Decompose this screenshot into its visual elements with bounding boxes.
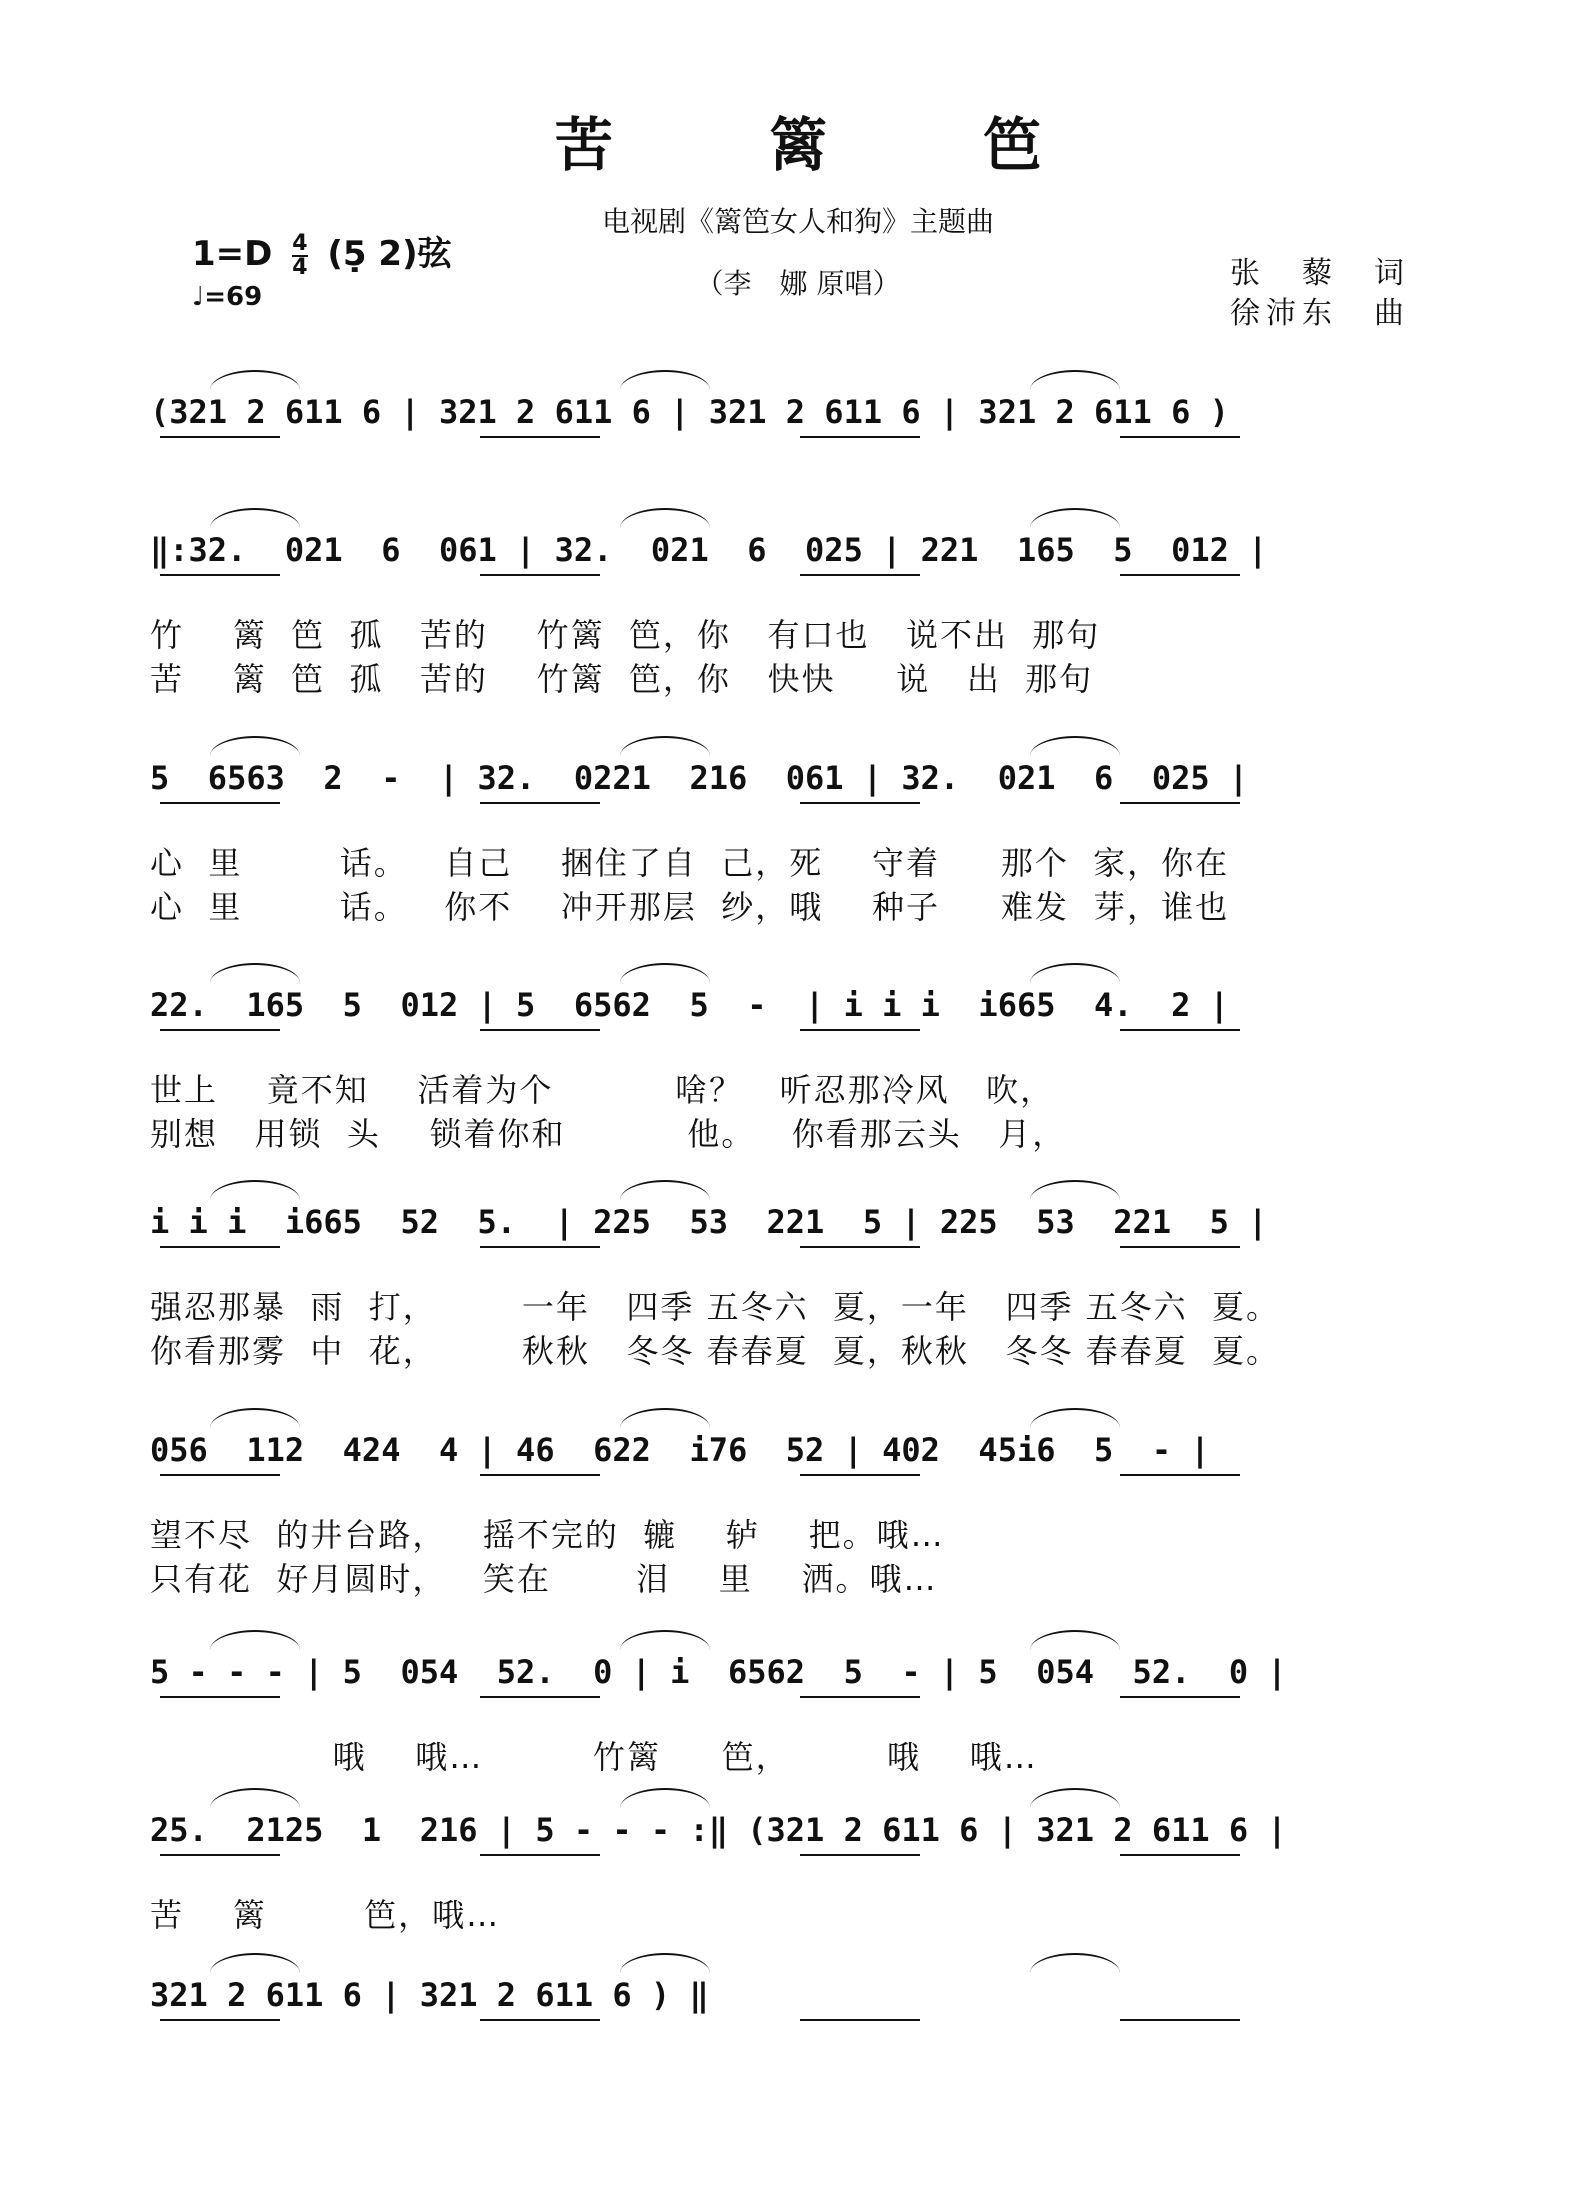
tempo-marking: ♩=69 — [192, 282, 263, 312]
slur-mark — [210, 1180, 300, 1200]
rhythm-underline — [800, 1246, 920, 1248]
notation-row — [150, 1172, 1434, 1282]
slur-mark — [1030, 508, 1120, 528]
notation-line: (321 2 611 6 | 321 2 611 6 | 321 2 611 6 | 321 2 611 6 ) — [150, 393, 1229, 431]
song-title: 苦 篱 笆 — [554, 111, 1110, 179]
lyricist-credit: 张 藜 词 — [1230, 256, 1410, 291]
slur-mark — [620, 1630, 710, 1650]
rhythm-underline — [1120, 1246, 1240, 1248]
notation-line: 25. 2125 1 216 | 5 - - - :‖ (321 2 611 6 | 321 2 611 6 | — [150, 1811, 1287, 1849]
notation-line: ‖:32. 021 6 061 | 32. 021 6 025 | 221 165 5 012 | — [150, 531, 1268, 569]
notation-line: 5 6563 2 - | 32. 0221 216 061 | 32. 021 6 025 | — [150, 759, 1249, 797]
rhythm-underline — [480, 1854, 600, 1856]
slur-mark — [620, 1788, 710, 1808]
slur-mark — [1030, 1953, 1120, 1973]
rhythm-underline — [1120, 574, 1240, 576]
lyric-line: 别想 用锁 头 锁着你和 他。 你看那云头 月， — [150, 1115, 1067, 1153]
notation-row — [150, 1622, 1434, 1732]
lyric-line: 望不尽 的井台路， 摇不完的 辘 轳 把。哦… — [150, 1516, 945, 1554]
notation-line: 056 112 424 4 | 46 622 i76 52 | 402 45i6 5 - | — [150, 1431, 1210, 1469]
rhythm-underline — [160, 1246, 280, 1248]
rhythm-underline — [480, 574, 600, 576]
slur-mark — [620, 1953, 710, 1973]
composer-credit: 徐沛东 曲 — [1230, 296, 1410, 331]
rhythm-underline — [1120, 802, 1240, 804]
notation-row — [150, 728, 1434, 838]
slur-mark — [210, 1408, 300, 1428]
rhythm-underline — [160, 802, 280, 804]
slur-mark — [620, 1408, 710, 1428]
lyric-line: 你看那雾 中 花， 秋秋 冬冬 春春夏 夏，秋秋 冬冬 春春夏 夏。 — [150, 1332, 1280, 1370]
key-signature — [192, 226, 452, 279]
slur-mark — [210, 1788, 300, 1808]
lyric-line: 只有花 好月圆时， 笑在 泪 里 洒。哦… — [150, 1560, 938, 1598]
slur-mark — [620, 1180, 710, 1200]
notation-row — [150, 500, 1434, 610]
notation-line: 321 2 611 6 | 321 2 611 6 ) ‖ — [150, 1976, 709, 2014]
notation-row — [150, 955, 1434, 1065]
rhythm-underline — [1120, 436, 1240, 438]
rhythm-underline — [160, 436, 280, 438]
rhythm-underline — [480, 2019, 600, 2021]
rhythm-underline — [160, 1696, 280, 1698]
rhythm-underline — [160, 2019, 280, 2021]
rhythm-underline — [800, 1696, 920, 1698]
rhythm-underline — [800, 1854, 920, 1856]
lyric-line: 世上 竟不知 活着为个 啥？ 听忍那冷风 吹， — [150, 1071, 1055, 1109]
notation-line: i i i i665 52 5. | 225 53 221 5 | 225 53 221 5 | — [150, 1203, 1268, 1241]
rhythm-underline — [800, 802, 920, 804]
rhythm-underline — [800, 436, 920, 438]
slur-mark — [1030, 1408, 1120, 1428]
lyric-line: 强忍那暴 雨 打， 一年 四季 五冬六 夏，一年 四季 五冬六 夏。 — [150, 1288, 1280, 1326]
rhythm-underline — [800, 574, 920, 576]
slur-mark — [620, 736, 710, 756]
intro-hint: (5̣ 2)弦 — [327, 234, 452, 274]
slur-mark — [1030, 370, 1120, 390]
lyric-line: 苦 篱 笆，哦… — [150, 1896, 501, 1934]
original-singer: （李 娜 原唱） — [695, 267, 901, 300]
slur-mark — [210, 963, 300, 983]
rhythm-underline — [160, 1854, 280, 1856]
slur-mark — [210, 1630, 300, 1650]
rhythm-underline — [480, 1696, 600, 1698]
lyric-line: 心 里 话。 你不 冲开那层 纱，哦 种子 难发 芽，谁也 — [150, 888, 1230, 926]
rhythm-underline — [1120, 1474, 1240, 1476]
slur-mark — [620, 963, 710, 983]
rhythm-underline — [480, 1029, 600, 1031]
notation-row — [150, 1780, 1434, 1890]
rhythm-underline — [1120, 2019, 1240, 2021]
key-label: 1=D — [192, 234, 273, 274]
slur-mark — [1030, 1630, 1120, 1650]
rhythm-underline — [1120, 1854, 1240, 1856]
rhythm-underline — [160, 1474, 280, 1476]
rhythm-underline — [160, 1029, 280, 1031]
lyric-line: 心 里 话。 自己 捆住了自 己，死 守着 那个 家，你在 — [150, 844, 1230, 882]
song-subtitle: 电视剧《篱笆女人和狗》主题曲 — [601, 205, 994, 238]
rhythm-underline — [480, 802, 600, 804]
slur-mark — [1030, 1788, 1120, 1808]
rhythm-underline — [800, 2019, 920, 2021]
rhythm-underline — [1120, 1696, 1240, 1698]
slur-mark — [210, 1953, 300, 1973]
lyric-line: 苦 篱 笆 孤 苦的 竹篱 笆，你 快快 说 出 那句 — [150, 660, 1094, 698]
notation-row — [150, 1400, 1434, 1510]
slur-mark — [620, 508, 710, 528]
rhythm-underline — [480, 1246, 600, 1248]
slur-mark — [1030, 1180, 1120, 1200]
rhythm-underline — [800, 1474, 920, 1476]
rhythm-underline — [160, 574, 280, 576]
lyric-line: 哦 哦… 竹篱 笆， 哦 哦… — [150, 1738, 1038, 1776]
rhythm-underline — [480, 1474, 600, 1476]
lyric-line: 竹 篱 笆 孤 苦的 竹篱 笆，你 有口也 说不出 那句 — [150, 616, 1101, 654]
slur-mark — [1030, 963, 1120, 983]
slur-mark — [210, 370, 300, 390]
time-sig-bottom: 4 — [292, 254, 308, 280]
slur-mark — [620, 370, 710, 390]
time-signature — [292, 230, 308, 280]
rhythm-underline — [800, 1029, 920, 1031]
time-sig-top: 4 — [292, 230, 308, 256]
slur-mark — [210, 736, 300, 756]
notation-line: 22. 165 5 012 | 5 6562 5 - | i i i i665 4. 2 | — [150, 986, 1229, 1024]
notation-row — [150, 1945, 1434, 2055]
notation-line: 5 - - - | 5 054 52. 0 | i 6562 5 - | 5 054 52. 0 | — [150, 1653, 1287, 1691]
rhythm-underline — [480, 436, 600, 438]
slur-mark — [1030, 736, 1120, 756]
notation-row — [150, 362, 1434, 472]
rhythm-underline — [1120, 1029, 1240, 1031]
slur-mark — [210, 508, 300, 528]
